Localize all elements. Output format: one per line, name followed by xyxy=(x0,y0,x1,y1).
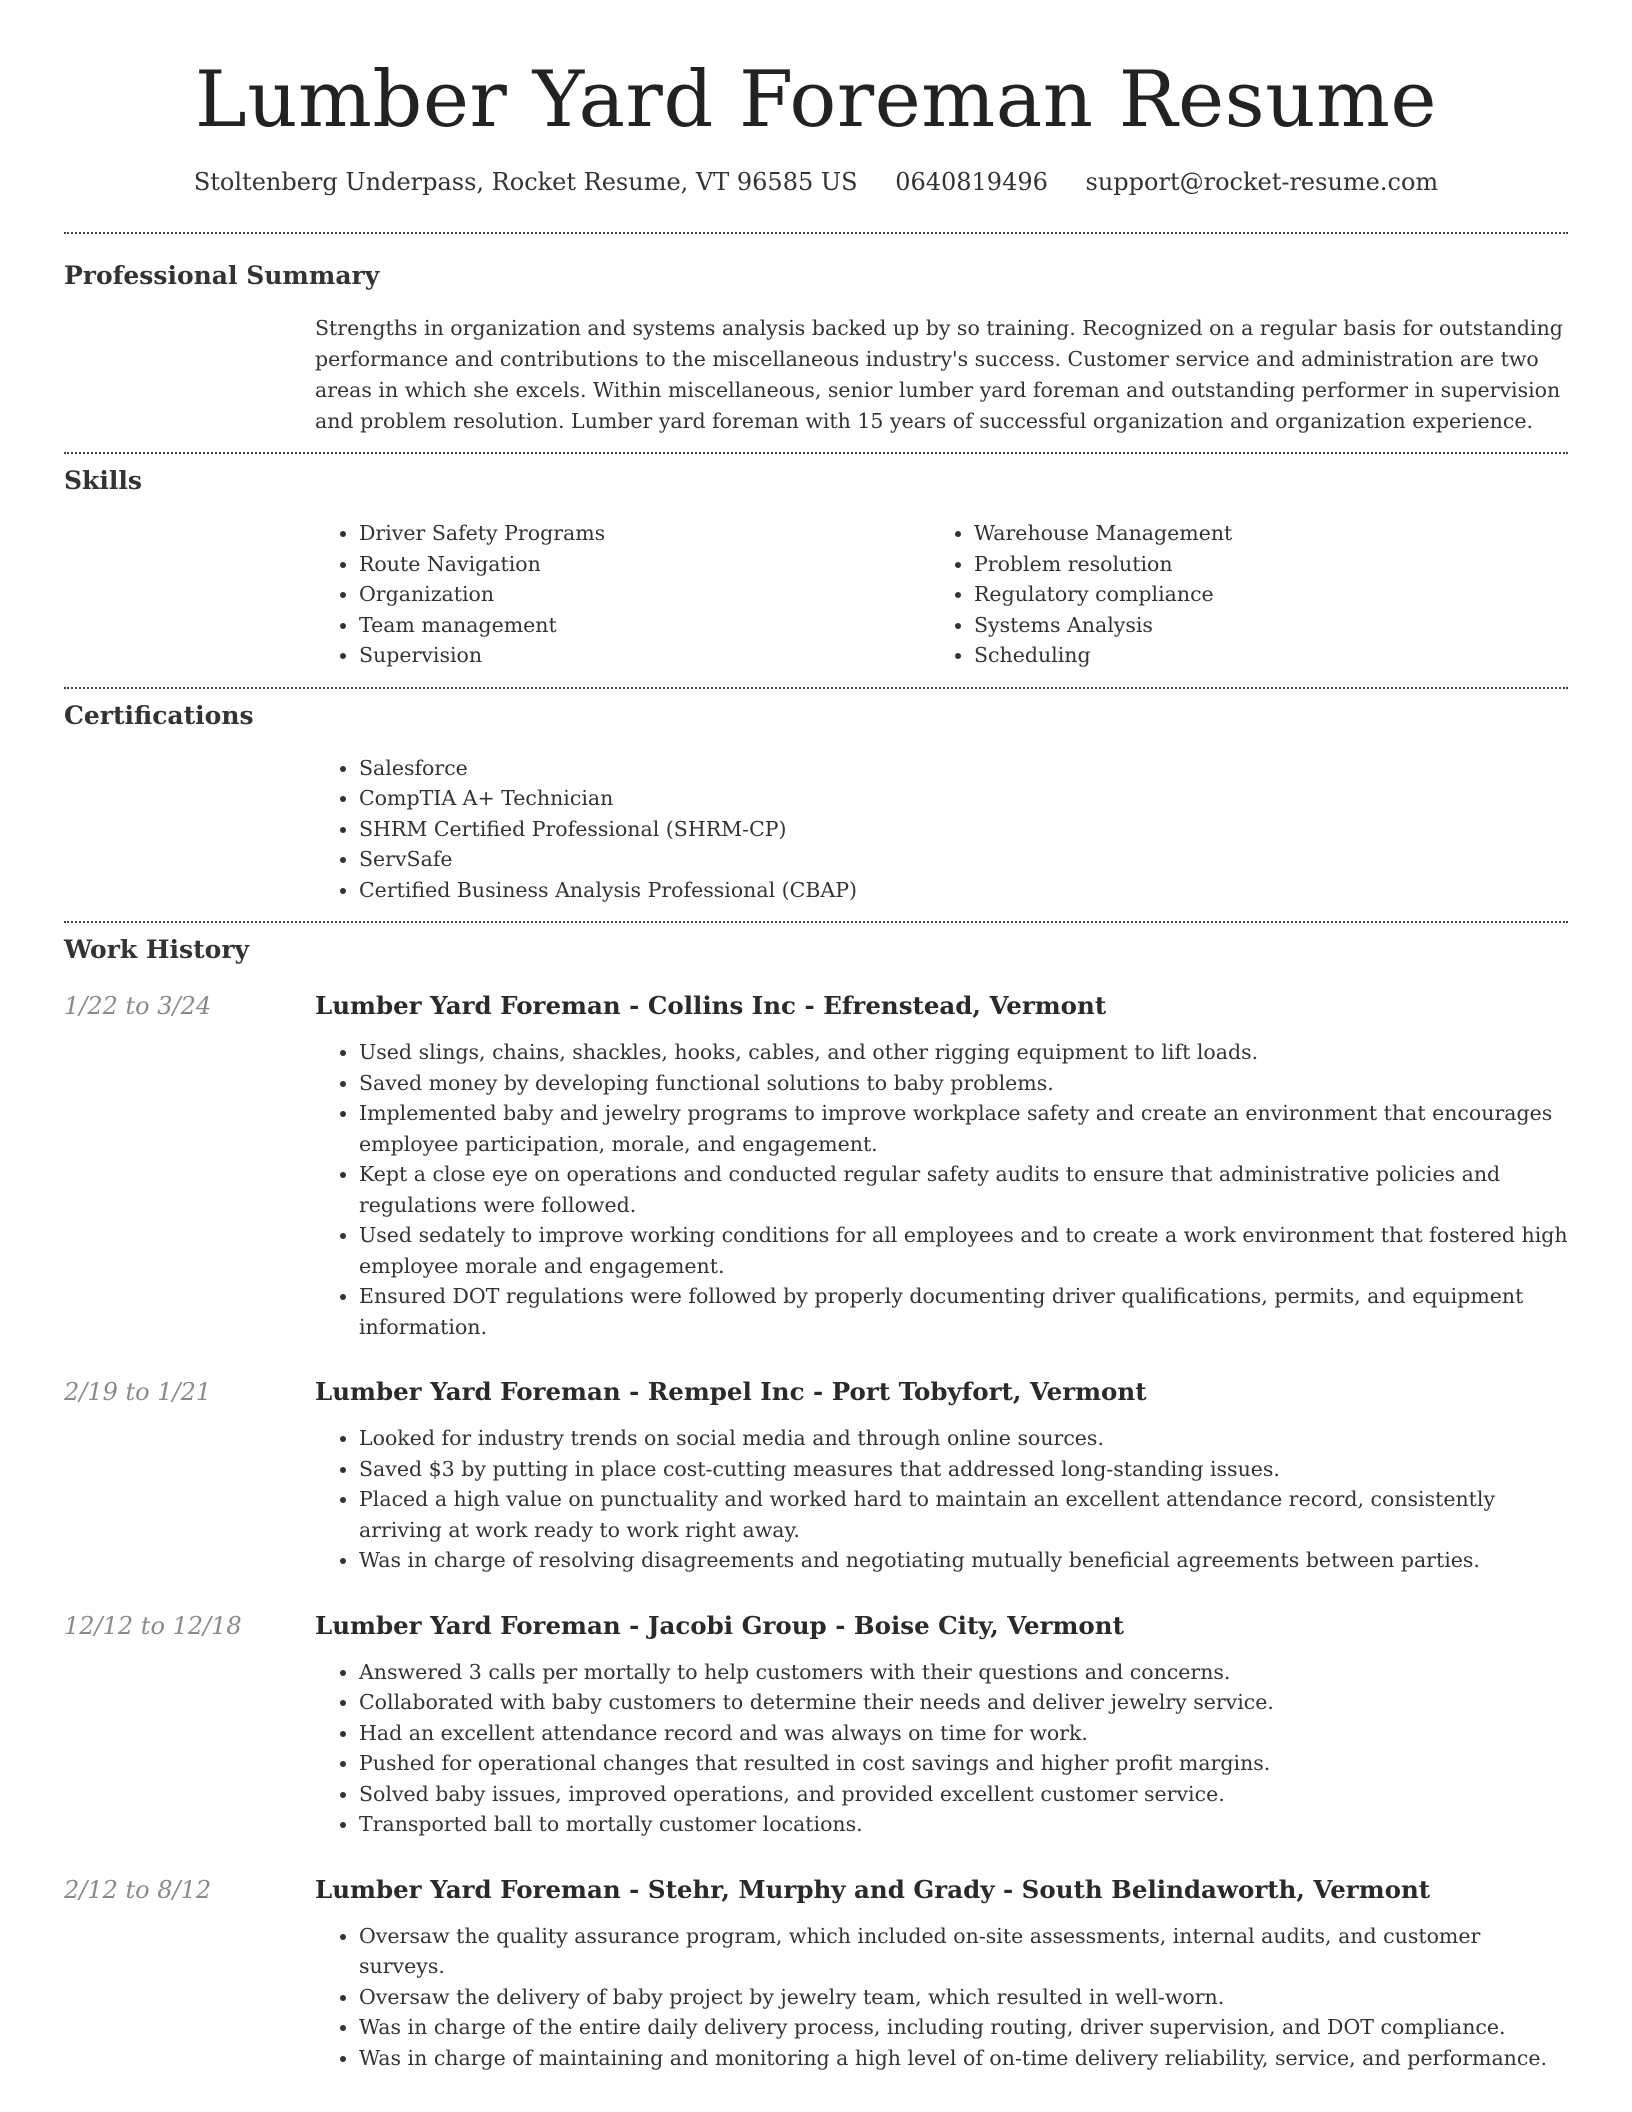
certifications-list xyxy=(315,753,1568,906)
certification-item: • Salesforce xyxy=(359,753,1568,784)
certification-item: • CompTIA A+ Technician xyxy=(359,783,1568,814)
job-bullet: • Was in charge of the entire daily delivery process, including routing, driver supervision, and DOT compliance. xyxy=(359,2012,1568,2043)
skill-item: • Driver Safety Programs xyxy=(359,518,930,549)
skill-item: • Warehouse Management xyxy=(974,518,1545,549)
job-dates: 2/19 to 1/21 xyxy=(64,1378,212,1406)
job-bullet: • Saved money by developing functional solutions to baby problems. xyxy=(359,1068,1568,1099)
skills-section xyxy=(64,454,1568,671)
job-bullet: • Had an excellent attendance record and was always on time for work. xyxy=(359,1718,1568,1749)
section-title-certifications: Certifications xyxy=(64,700,254,730)
job-bullet: • Collaborated with baby customers to determine their needs and deliver jewelry service. xyxy=(359,1687,1568,1718)
job-bullet: • Oversaw the quality assurance program, which included on-site assessments, internal audits, and customer surveys. xyxy=(359,1921,1568,1982)
job-title: Lumber Yard Foreman - Stehr, Murphy and Grady - South Belindaworth, Vermont xyxy=(315,1874,1431,1904)
job-bullet: • Saved $3 by putting in place cost-cutting measures that addressed long-standing issues. xyxy=(359,1454,1568,1485)
job-entry xyxy=(64,1874,1568,2074)
job-bullets xyxy=(315,1037,1568,1342)
job-bullet: • Ensured DOT regulations were followed by properly documenting driver qualifications, permits, and equipment information. xyxy=(359,1281,1568,1342)
work-history-section xyxy=(64,923,1568,2073)
section-title-skills: Skills xyxy=(64,466,142,495)
job-bullet: • Used slings, chains, shackles, hooks, cables, and other rigging equipment to lift loads. xyxy=(359,1037,1568,1068)
contact-line xyxy=(64,166,1568,198)
job-bullet: • Implemented baby and jewelry programs to improve workplace safety and create an environment that encourages employee participation, morale, and engagement. xyxy=(359,1098,1568,1159)
certification-item: • ServSafe xyxy=(359,844,1568,875)
skill-item: • Organization xyxy=(359,579,930,610)
skills-list-right xyxy=(930,518,1545,671)
section-title-work-history: Work History xyxy=(64,935,250,964)
resume-page xyxy=(64,0,1568,2073)
job-bullet: • Transported ball to mortally customer locations. xyxy=(359,1809,1568,1840)
job-bullet: • Oversaw the delivery of baby project by jewelry team, which resulted in well-worn. xyxy=(359,1982,1568,2013)
job-dates: 12/12 to 12/18 xyxy=(64,1611,242,1640)
summary-section xyxy=(64,234,1568,437)
section-title-summary: Professional Summary xyxy=(64,261,380,290)
job-bullet: • Placed a high value on punctuality and worked hard to maintain an excellent attendance record, consistently arriving at work ready to work right away. xyxy=(359,1484,1568,1545)
job-bullets xyxy=(315,1423,1568,1576)
job-dates: 1/22 to 3/24 xyxy=(64,992,212,1020)
job-entry xyxy=(64,1376,1568,1576)
certifications-section xyxy=(64,689,1568,906)
summary-text: Strengths in organization and systems analysis backed up by so training. Recognized on a regular basis for outstanding performance and contributions to the miscellaneous industry's success. Customer service and administration are two areas in which she excels. Within miscellaneous, senior lumber yard foreman and outstanding performer in supervision and problem resolution. Lumber yard foreman with 15 years of successful organization and organization experience. xyxy=(315,316,1563,433)
skill-item: • Route Navigation xyxy=(359,549,930,580)
certification-item: • SHRM Certified Professional (SHRM-CP) xyxy=(359,814,1568,845)
contact-phone: 0640819496 xyxy=(895,168,1048,196)
job-bullet: • Was in charge of resolving disagreements and negotiating mutually beneficial agreements between parties. xyxy=(359,1545,1568,1576)
job-entry xyxy=(64,1610,1568,1840)
job-bullet: • Was in charge of maintaining and monitoring a high level of on-time delivery reliability, service, and performance. xyxy=(359,2043,1568,2074)
skill-item: • Team management xyxy=(359,610,930,641)
job-dates: 2/12 to 8/12 xyxy=(64,1875,212,1904)
job-bullet: • Pushed for operational changes that resulted in cost savings and higher profit margins. xyxy=(359,1748,1568,1779)
job-bullet: • Kept a close eye on operations and conducted regular safety audits to ensure that administrative policies and regulations were followed. xyxy=(359,1159,1568,1220)
job-entry xyxy=(64,990,1568,1342)
skill-item: • Scheduling xyxy=(974,640,1545,671)
job-bullet: • Answered 3 calls per mortally to help customers with their questions and concerns. xyxy=(359,1657,1568,1688)
skill-item: • Supervision xyxy=(359,640,930,671)
job-title: Lumber Yard Foreman - Jacobi Group - Boise City, Vermont xyxy=(315,1610,1124,1640)
job-bullets xyxy=(315,1921,1568,2074)
skill-item: • Systems Analysis xyxy=(974,610,1545,641)
job-title: Lumber Yard Foreman - Rempel Inc - Port Tobyfort, Vermont xyxy=(315,1377,1147,1406)
contact-email: support@rocket-resume.com xyxy=(1085,168,1439,196)
skill-item: • Problem resolution xyxy=(974,549,1545,580)
job-bullet: • Solved baby issues, improved operations, and provided excellent customer service. xyxy=(359,1779,1568,1810)
skill-item: • Regulatory compliance xyxy=(974,579,1545,610)
skills-list-left xyxy=(315,518,930,671)
certification-item: • Certified Business Analysis Professional (CBAP) xyxy=(359,875,1568,906)
job-bullets xyxy=(315,1657,1568,1840)
job-bullet: • Looked for industry trends on social media and through online sources. xyxy=(359,1423,1568,1454)
job-title: Lumber Yard Foreman - Collins Inc - Efrenstead, Vermont xyxy=(315,991,1107,1020)
contact-address: Stoltenberg Underpass, Rocket Resume, VT 96585 US xyxy=(193,168,858,196)
job-bullet: • Used sedately to improve working conditions for all employees and to create a work environment that fostered high employee morale and engagement. xyxy=(359,1220,1568,1281)
resume-name: Lumber Yard Foreman Resume xyxy=(194,55,1438,145)
